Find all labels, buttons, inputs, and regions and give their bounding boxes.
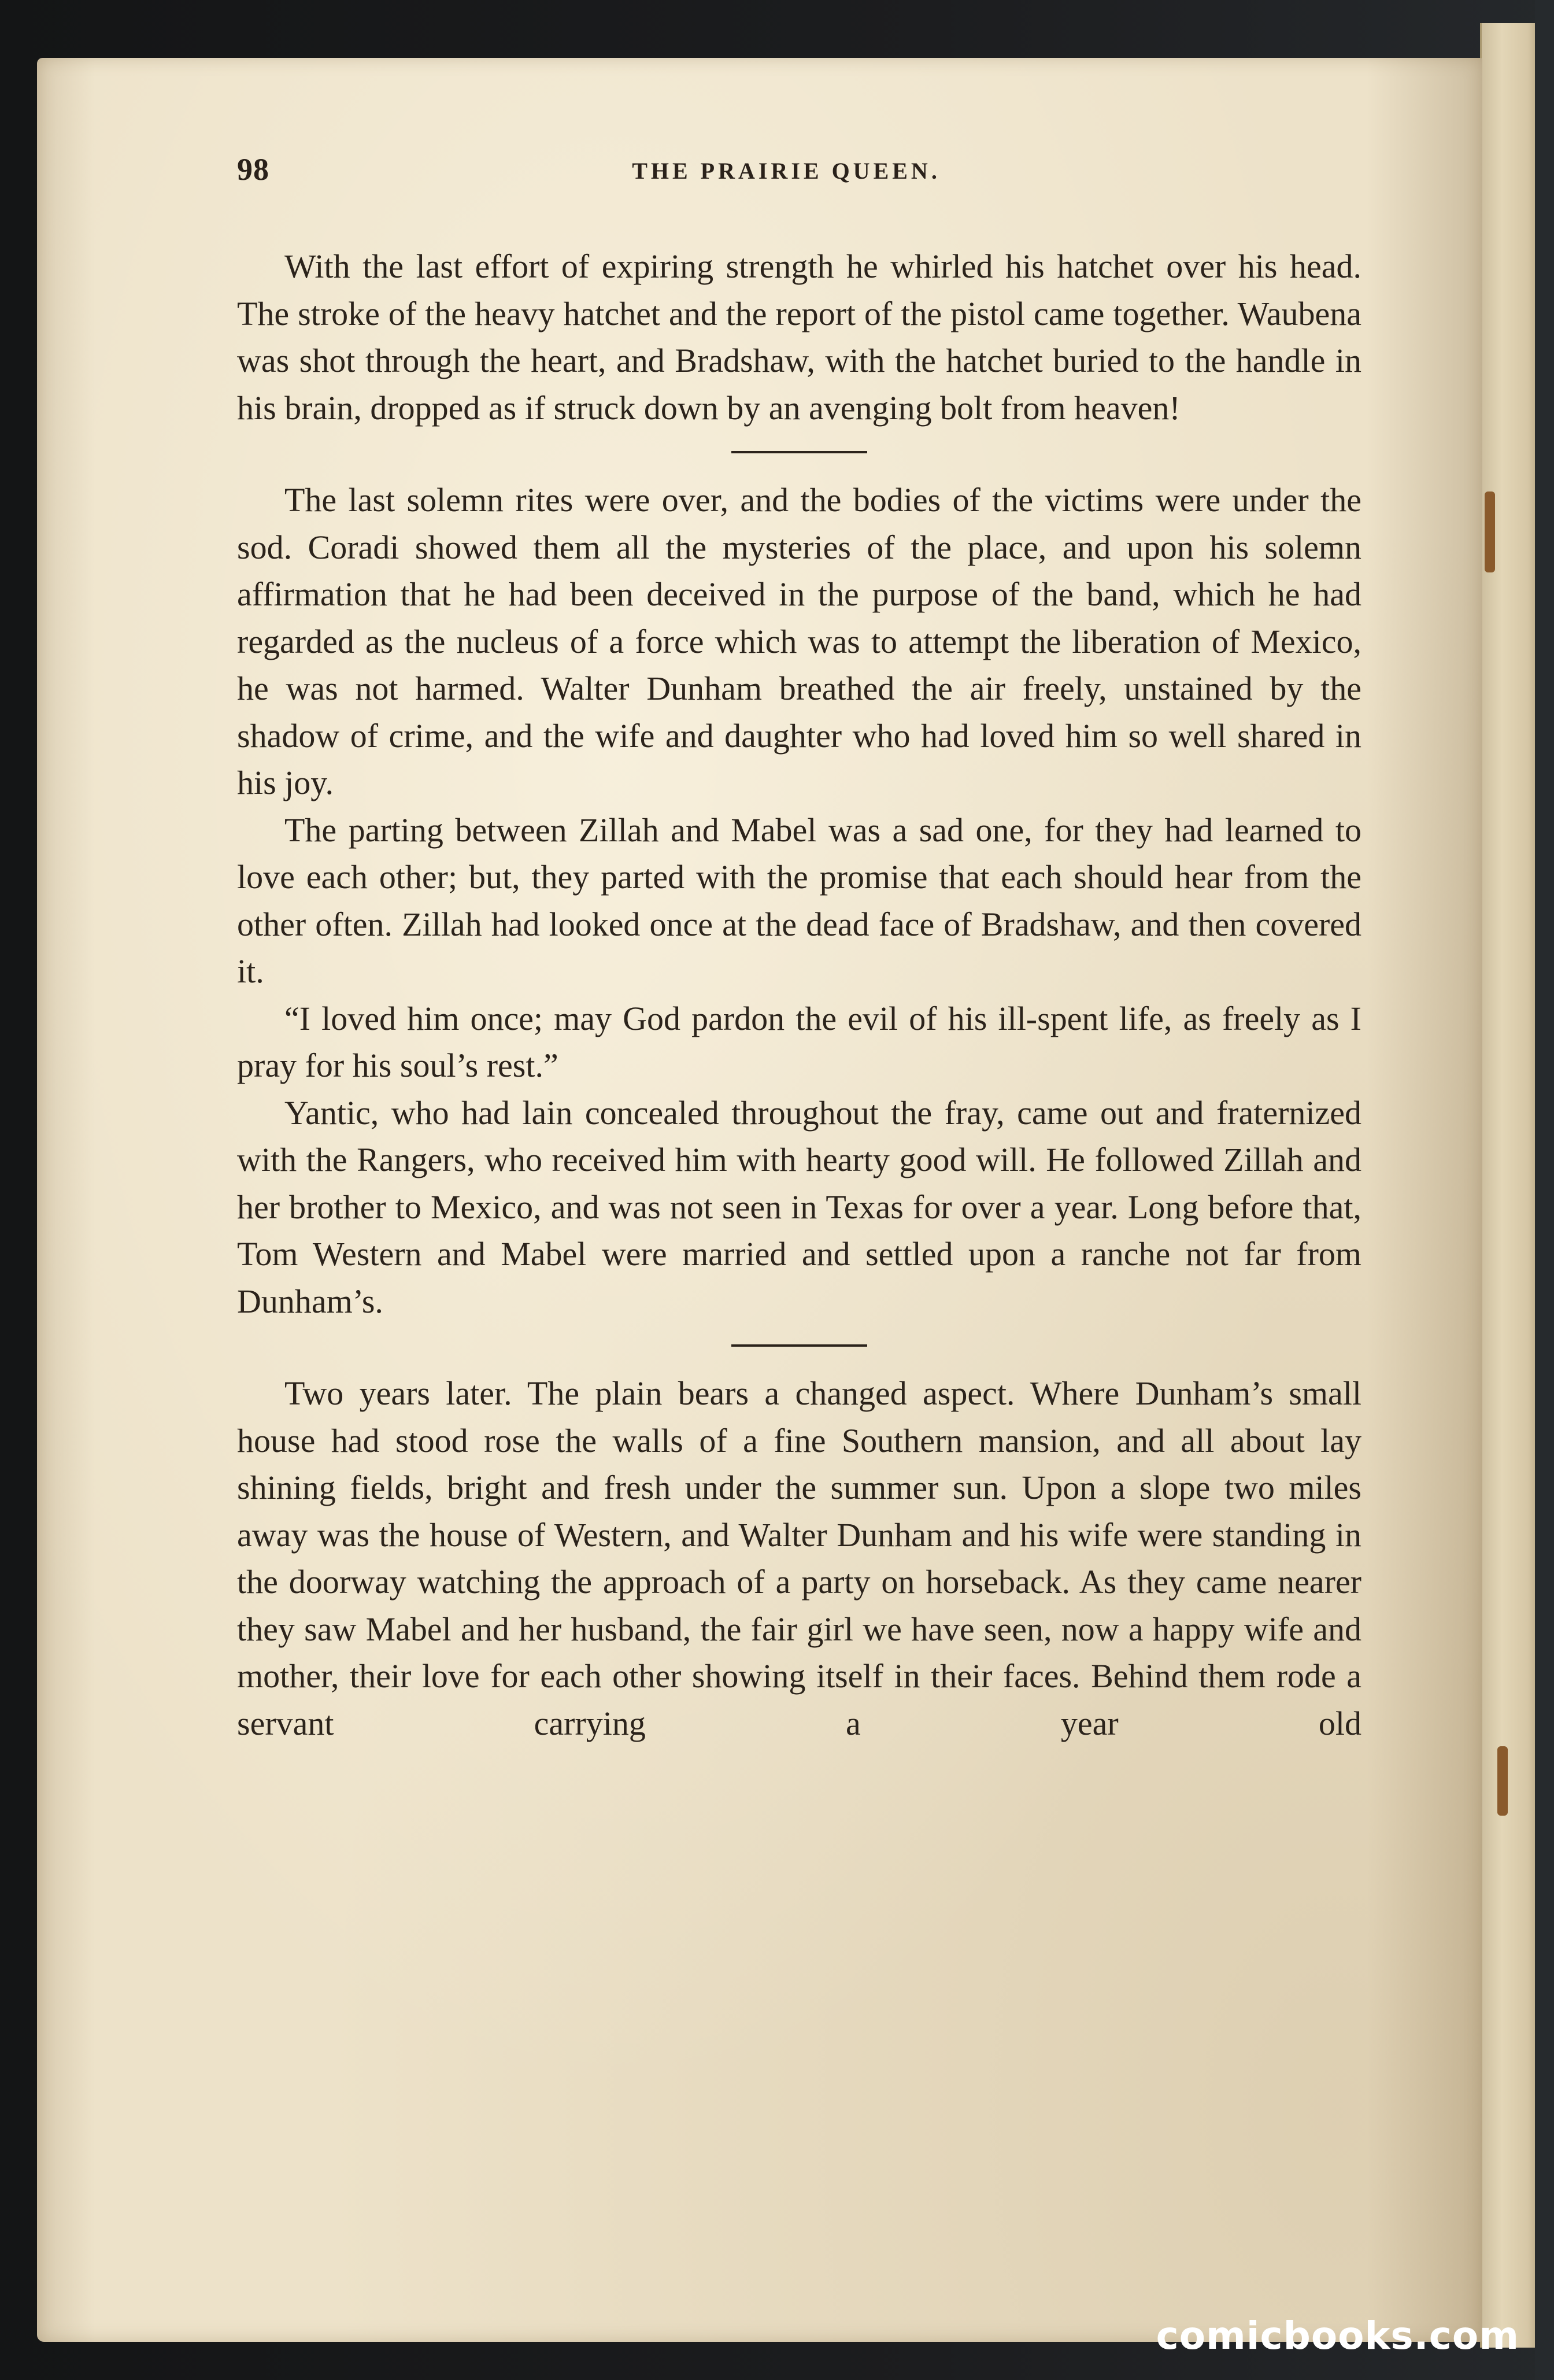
page-tear-mark	[1497, 1746, 1508, 1816]
section-divider	[731, 1344, 867, 1347]
book-spine-edge	[1535, 0, 1554, 2380]
paragraph: Two years later. The plain bears a changed aspect. Where Dunham’s small house had stood rose the walls of a fine Southern mansion, and all about lay shining fields, bright and fresh under the summer sun. Upon a slope two miles away was the house of Western, and Walter Dunham and his wife were standing in the doorway watching the approach of a party on horseback. As they came nearer they saw Mabel and her husband, the fair girl we have seen, now a happy wife and mother, their love for each other showing itself in their faces. Behind them rode a servant carrying a year old	[237, 1374, 1361, 1742]
next-page-edge	[1480, 23, 1540, 2348]
page-header	[237, 151, 1393, 198]
paragraph: Yantic, who had lain concealed throughout the fray, came out and fraternized with the Rangers, who received him with hearty good will. He followed Zillah and her brother to Mexico, and was not seen in Texas for over a year. Long before that, Tom Western and Mabel were married and settled upon a ranche not far from Dunham’s.	[237, 1093, 1361, 1320]
running-head: THE PRAIRIE QUEEN.	[632, 158, 941, 184]
paragraph: With the last effort of expiring strength he whirled his hatchet over his head. The stroke of the heavy hatchet and the report of the pistol came together. Waubena was shot through the heart, and Bradshaw, with the hatchet buried to the handle in his brain, dropped as if struck down by an avenging bolt from heaven!	[237, 247, 1361, 427]
section-divider	[731, 451, 867, 453]
paragraph: “I loved him once; may God pardon the evil of his ill-spent life, as freely as I pray for his soul’s rest.”	[237, 999, 1361, 1084]
page-tear-mark	[1485, 491, 1495, 572]
page-number: 98	[237, 152, 269, 187]
paragraph: The parting between Zillah and Mabel was a sad one, for they had learned to love each other; but, they parted with the promise that each should hear from the other often. Zillah had looked once at the dead face of Bradshaw, and then covered it.	[237, 811, 1361, 990]
paragraph: The last solemn rites were over, and the bodies of the victims were under the sod. Coradi showed them all the mysteries of the place, and upon his solemn affirmation that he had been deceived in the purpose of the band, which he had regarded as the nucleus of a force which was to attempt the liberation of Mexico, he was not harmed. Walter Dunham breathed the air freely, unstained by the shadow of crime, and the wife and daughter who had loved him so well shared in his joy.	[237, 481, 1361, 801]
page-body	[237, 243, 1361, 1747]
site-watermark: comicbooks.com	[1156, 2314, 1519, 2358]
